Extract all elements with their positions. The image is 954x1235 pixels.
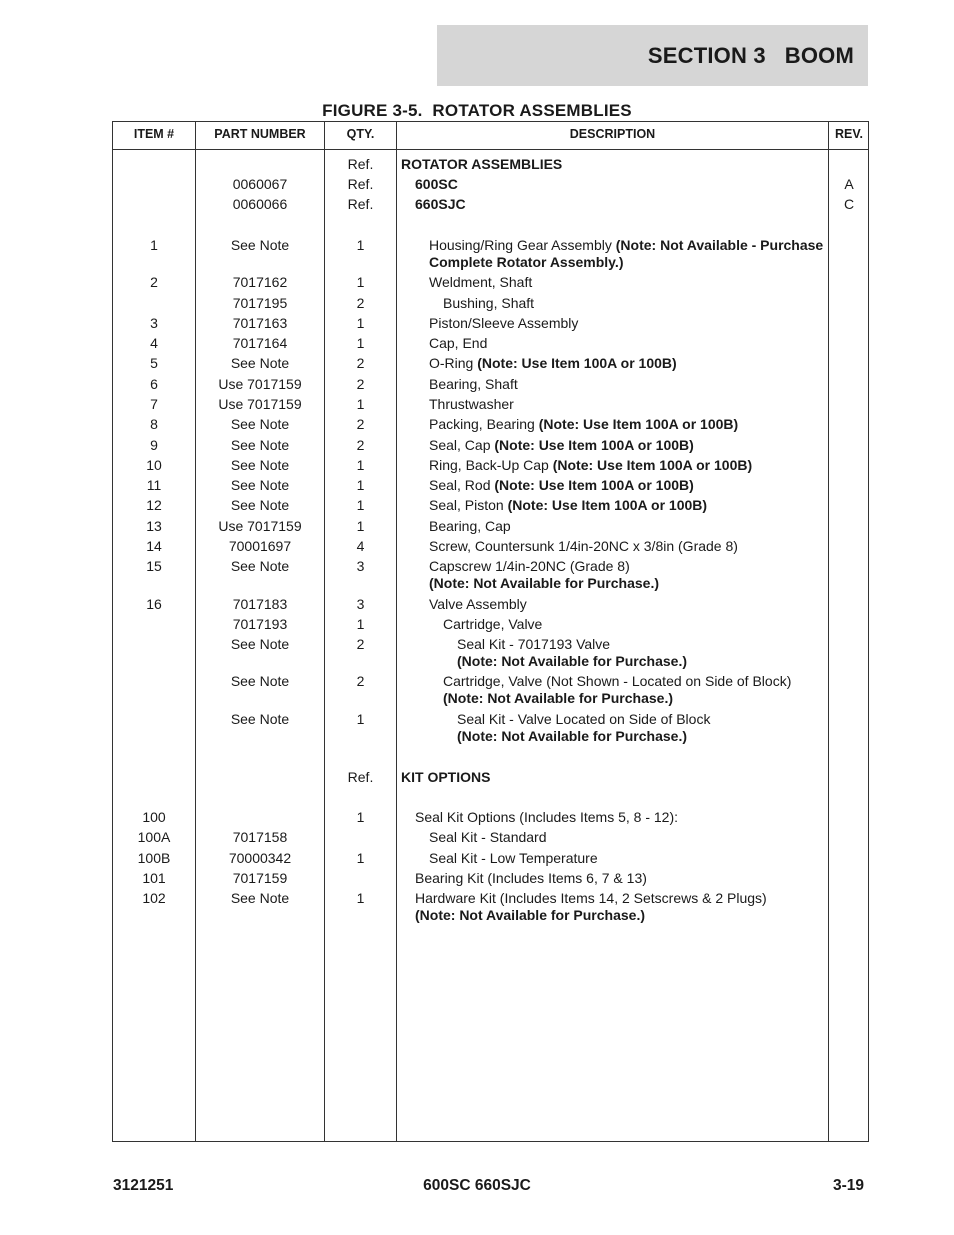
description-line <box>415 176 843 193</box>
description-cell <box>401 636 885 670</box>
quantity-cell: 1 <box>356 809 365 825</box>
description-cell <box>401 809 843 826</box>
item-number-cell: 10 <box>146 457 162 473</box>
description-line <box>429 355 857 372</box>
description-note-line: (Note: Not Available for Purchase.) <box>457 653 688 669</box>
item-number-cell: 12 <box>146 497 162 513</box>
description-note-line: Complete Rotator Assembly.) <box>429 254 624 270</box>
description-cell <box>401 870 843 887</box>
item-number-cell: 100B <box>137 850 171 866</box>
description-bold-text: (Note: Use Item 100A or 100B) <box>494 477 694 493</box>
description-cell <box>401 437 857 454</box>
footer-model-names: 600SC 660SJC <box>423 1177 531 1194</box>
description-cell <box>401 890 843 924</box>
description-line <box>429 376 857 393</box>
description-cell <box>401 711 885 745</box>
description-text: Bushing, Shaft <box>443 295 535 311</box>
part-number-cell: 7017195 <box>232 295 288 311</box>
quantity-cell: 2 <box>356 295 365 311</box>
description-text: Seal, Piston <box>429 497 508 513</box>
description-text: Seal Kit - Valve Located on Side of Block <box>457 711 711 727</box>
description-text: Seal, Cap <box>429 437 495 453</box>
part-number-cell: See Note <box>230 437 290 453</box>
description-text: Hardware Kit (Includes Items 14, 2 Setscrews & 2 Plugs) <box>415 890 767 906</box>
item-number-cell: 2 <box>150 274 158 290</box>
quantity-cell: 4 <box>356 538 365 554</box>
description-cell <box>401 538 857 555</box>
part-number-cell: Use 7017159 <box>218 376 302 392</box>
parts-table <box>112 121 869 1142</box>
description-cell <box>401 156 829 173</box>
revision-cell: C <box>843 196 855 212</box>
quantity-cell: 1 <box>356 518 365 534</box>
quantity-cell: 2 <box>356 416 365 432</box>
description-line <box>429 274 857 291</box>
footer-page-number: 3-19 <box>832 1177 864 1194</box>
description-bold-text: (Note: Not Available - Purchase <box>615 237 824 253</box>
description-line <box>429 850 857 867</box>
item-number-cell: 14 <box>146 538 162 554</box>
description-line <box>443 616 871 633</box>
description-line <box>429 416 857 433</box>
description-cell <box>401 416 857 433</box>
part-number-cell: See Note <box>230 457 290 473</box>
description-text: Housing/Ring Gear Assembly <box>429 237 616 253</box>
quantity-cell: 1 <box>356 457 365 473</box>
description-line <box>415 890 843 907</box>
description-text: Ring, Back-Up Cap <box>429 457 553 473</box>
description-cell <box>401 616 871 633</box>
item-number-cell: 100A <box>137 829 171 845</box>
column-header-rev: REV. <box>834 127 864 141</box>
item-number-cell: 9 <box>150 437 158 453</box>
item-number-cell: 11 <box>146 477 162 493</box>
column-header-qty: QTY. <box>346 127 375 141</box>
description-line <box>415 870 843 887</box>
part-number-cell: See Note <box>230 416 290 432</box>
table-body <box>113 150 868 1141</box>
description-bold-text: 600SC <box>415 176 458 192</box>
quantity-cell: 2 <box>356 437 365 453</box>
description-line <box>429 237 857 254</box>
quantity-cell: 1 <box>356 477 365 493</box>
part-number-cell: 7017183 <box>232 596 288 612</box>
quantity-cell: Ref. <box>347 769 374 785</box>
description-cell <box>401 497 857 514</box>
description-text: O-Ring <box>429 355 478 371</box>
description-line <box>429 829 857 846</box>
description-text: Seal Kit - Low Temperature <box>429 850 598 866</box>
description-line <box>429 335 857 352</box>
quantity-cell: 2 <box>356 376 365 392</box>
part-number-cell: See Note <box>230 673 290 689</box>
description-bold-text: (Note: Use Item 100A or 100B) <box>477 355 677 371</box>
description-bold-text: ROTATOR ASSEMBLIES <box>401 156 563 172</box>
description-bold-text: (Note: Use Item 100A or 100B) <box>552 457 753 473</box>
quantity-cell: 1 <box>356 396 365 412</box>
description-text: Seal Kit - Standard <box>429 829 547 845</box>
revision-cell: A <box>844 176 854 192</box>
item-number-cell: 16 <box>146 596 162 612</box>
description-cell <box>401 335 857 352</box>
part-number-cell: 7017162 <box>232 274 288 290</box>
figure-title: FIGURE 3-5. ROTATOR ASSEMBLIES <box>322 101 632 120</box>
part-number-cell: See Note <box>230 711 290 727</box>
item-number-cell: 15 <box>146 558 162 574</box>
part-number-cell: 7017193 <box>232 616 288 632</box>
part-number-cell: 70000342 <box>228 850 292 866</box>
description-bold-text: 660SJC <box>415 196 466 212</box>
description-text: Cap, End <box>429 335 488 351</box>
description-line <box>429 497 857 514</box>
description-line <box>415 809 843 826</box>
description-cell <box>401 769 829 786</box>
description-line <box>429 315 857 332</box>
item-number-cell: 3 <box>150 315 158 331</box>
description-text: Screw, Countersunk 1/4in-20NC x 3/8in (Grade 8) <box>429 538 738 554</box>
description-line <box>443 295 871 312</box>
description-bold-text: (Note: Use Item 100A or 100B) <box>538 416 739 432</box>
part-number-cell: 7017158 <box>232 829 288 845</box>
description-bold-text: (Note: Use Item 100A or 100B) <box>507 497 708 513</box>
part-number-cell: See Note <box>230 636 290 652</box>
quantity-cell: 1 <box>356 237 365 253</box>
quantity-cell: Ref. <box>347 196 374 212</box>
description-cell <box>401 274 857 291</box>
description-note-line: (Note: Not Available for Purchase.) <box>443 690 674 706</box>
quantity-cell: Ref. <box>347 176 374 192</box>
description-cell <box>401 176 843 193</box>
description-line <box>415 196 843 213</box>
quantity-cell: 1 <box>356 497 365 513</box>
quantity-cell: 1 <box>356 711 365 727</box>
description-line <box>429 457 857 474</box>
description-text: Bearing Kit (Includes Items 6, 7 & 13) <box>415 870 647 886</box>
description-cell <box>401 396 857 413</box>
description-text: Bearing, Shaft <box>429 376 518 392</box>
part-number-cell: Use 7017159 <box>218 518 302 534</box>
description-line <box>429 538 857 555</box>
section-title: SECTION 3 BOOM <box>647 43 854 68</box>
description-text: Capscrew 1/4in-20NC (Grade 8) <box>429 558 630 574</box>
table-header-row <box>113 122 868 150</box>
description-line <box>457 636 885 653</box>
part-number-cell: Use 7017159 <box>218 396 302 412</box>
item-number-cell: 101 <box>142 870 166 886</box>
description-cell <box>401 355 857 372</box>
quantity-cell: 1 <box>356 616 365 632</box>
section-header-band <box>437 25 868 86</box>
description-cell <box>401 850 857 867</box>
description-bold-text: (Note: Use Item 100A or 100B) <box>494 437 694 453</box>
quantity-cell: 1 <box>356 850 365 866</box>
description-line <box>429 477 857 494</box>
item-number-cell: 1 <box>150 237 158 253</box>
quantity-cell: 1 <box>356 274 365 290</box>
description-cell <box>401 457 857 474</box>
quantity-cell: Ref. <box>347 156 374 172</box>
description-note-line: (Note: Not Available for Purchase.) <box>457 728 688 744</box>
quantity-cell: 1 <box>356 315 365 331</box>
part-number-cell: See Note <box>230 237 290 253</box>
description-text: Seal Kit - 7017193 Valve <box>457 636 611 652</box>
part-number-cell: 0060067 <box>232 176 288 192</box>
description-line <box>429 396 857 413</box>
part-number-cell: 7017159 <box>232 870 288 886</box>
item-number-cell: 7 <box>150 396 158 412</box>
description-cell <box>401 315 857 332</box>
description-line <box>429 518 857 535</box>
quantity-cell: 3 <box>356 596 365 612</box>
description-line <box>429 437 857 454</box>
quantity-cell: 2 <box>356 636 365 652</box>
column-header-part-number: PART NUMBER <box>214 127 306 141</box>
description-cell <box>401 196 843 213</box>
description-cell <box>401 673 871 707</box>
description-line <box>443 673 871 690</box>
column-header-item: ITEM # <box>133 127 175 141</box>
part-number-cell: See Note <box>230 558 290 574</box>
description-line <box>401 769 829 786</box>
description-cell <box>401 596 857 613</box>
description-text: Cartridge, Valve <box>443 616 543 632</box>
part-number-cell: 0060066 <box>232 196 288 212</box>
item-number-cell: 13 <box>146 518 162 534</box>
description-text: Cartridge, Valve (Not Shown - Located on Side of Block) <box>443 673 792 689</box>
description-text: Bearing, Cap <box>429 518 511 534</box>
quantity-cell: 2 <box>356 355 365 371</box>
item-number-cell: 102 <box>142 890 166 906</box>
item-number-cell: 4 <box>150 335 158 351</box>
description-line <box>457 711 885 728</box>
description-line <box>429 558 857 575</box>
item-number-cell: 8 <box>150 416 158 432</box>
part-number-cell: 7017164 <box>232 335 288 351</box>
description-note-line: (Note: Not Available for Purchase.) <box>429 575 660 591</box>
part-number-cell: 7017163 <box>232 315 288 331</box>
column-header-description: DESCRIPTION <box>569 127 656 141</box>
description-bold-text: KIT OPTIONS <box>401 769 491 785</box>
description-text: Seal Kit Options (Includes Items 5, 8 - 12): <box>415 809 679 825</box>
description-cell <box>401 829 857 846</box>
description-cell <box>401 558 857 592</box>
item-number-cell: 6 <box>150 376 158 392</box>
description-text: Weldment, Shaft <box>429 274 533 290</box>
description-text: Thrustwasher <box>429 396 514 412</box>
description-cell <box>401 295 871 312</box>
description-cell <box>401 376 857 393</box>
quantity-cell: 2 <box>356 673 365 689</box>
quantity-cell: 3 <box>356 558 365 574</box>
description-line <box>429 596 857 613</box>
quantity-cell: 1 <box>356 335 365 351</box>
footer-document-number: 3121251 <box>113 1177 174 1194</box>
description-cell <box>401 518 857 535</box>
part-number-cell: See Note <box>230 355 290 371</box>
description-line <box>401 156 829 173</box>
part-number-cell: See Note <box>230 890 290 906</box>
description-cell <box>401 237 857 271</box>
description-note-line: (Note: Not Available for Purchase.) <box>415 907 646 923</box>
item-number-cell: 100 <box>142 809 166 825</box>
quantity-cell: 1 <box>356 890 365 906</box>
description-text: Piston/Sleeve Assembly <box>429 315 579 331</box>
description-text: Seal, Rod <box>429 477 495 493</box>
part-number-cell: 70001697 <box>228 538 292 554</box>
item-number-cell: 5 <box>150 355 158 371</box>
description-text: Packing, Bearing <box>429 416 539 432</box>
part-number-cell: See Note <box>230 477 290 493</box>
part-number-cell: See Note <box>230 497 290 513</box>
description-text: Valve Assembly <box>429 596 527 612</box>
description-cell <box>401 477 857 494</box>
